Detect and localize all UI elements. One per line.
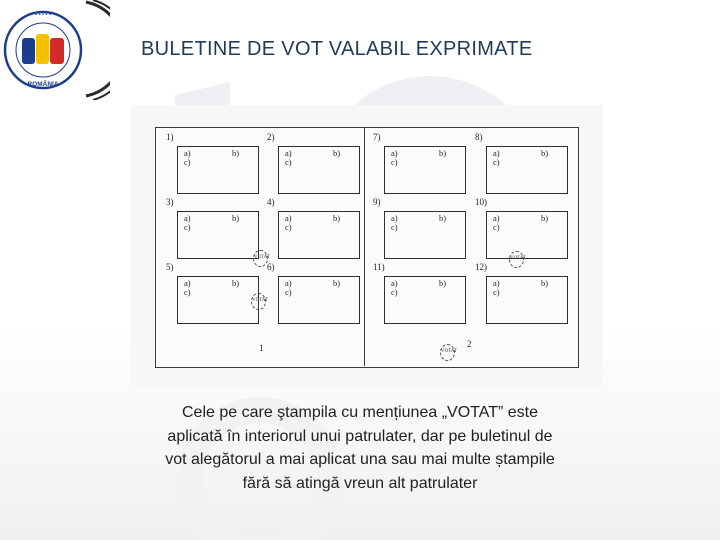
logo-country-text: ROMÂNIA [27,81,59,88]
option-b: b) [232,148,240,158]
option-c: c) [391,222,398,232]
caption-line: vot alegătorul a mai aplicat una sau mai multe ștampile [165,451,555,468]
option-c: c) [391,157,398,167]
candidate-box [384,211,466,259]
option-b: b) [541,148,549,158]
option-b: b) [439,213,447,223]
option-b: b) [439,148,447,158]
stamp-text: VOTAT [254,255,270,260]
candidate-number: 2) [267,132,275,142]
stamp-text: VOTAT [510,256,526,261]
candidate-box [177,146,259,194]
option-c: c) [184,287,191,297]
svg-text:• • • • •: • • • • • [35,12,51,18]
option-c: c) [285,287,292,297]
candidate-box [278,146,360,194]
option-a: a) [184,213,191,223]
candidate-number: 8) [475,132,483,142]
votat-stamp [440,344,455,361]
candidate-number: 9) [373,197,381,207]
option-c: c) [285,157,292,167]
candidate-box [486,146,568,194]
ballot-sheet [155,127,579,368]
candidate-number: 11) [373,262,385,272]
option-a: a) [391,278,398,288]
option-b: b) [541,213,549,223]
left-page-number: 1 [259,343,264,353]
stamp-text: VOTAT [252,298,268,303]
caption-line: Cele pe care ştampila cu mențiunea „VOTAT” este [182,404,538,421]
option-a: a) [493,148,500,158]
candidate-number: 6) [267,262,275,272]
option-c: c) [391,287,398,297]
candidate-number: 1) [166,132,174,142]
option-c: c) [493,287,500,297]
option-c: c) [493,157,500,167]
candidate-box [278,276,360,324]
caption-line: fără să atingă vreun alt patrulater [242,474,478,492]
option-a: a) [493,213,500,223]
option-c: c) [184,157,191,167]
option-a: a) [391,213,398,223]
option-a: a) [493,278,500,288]
option-a: a) [391,148,398,158]
caption [120,401,600,495]
right-page-number: 2 [467,339,472,349]
option-a: a) [285,148,292,158]
candidate-box [177,276,259,324]
option-c: c) [493,222,500,232]
caption-line: aplicată în interiorul unui patrulater, dar pe buletinul de [167,427,553,445]
candidate-box [486,211,568,259]
candidate-box [384,146,466,194]
candidate-number: 12) [475,262,487,272]
ballot-fold-line [364,128,365,366]
page-title: BULETINE DE VOT VALABIL EXPRIMATE [141,38,533,60]
option-b: b) [333,213,341,223]
candidate-box [177,211,259,259]
option-c: c) [285,222,292,232]
stamp-text: VOTAT [441,349,457,354]
option-b: b) [232,213,240,223]
option-b: b) [333,148,341,158]
option-a: a) [285,278,292,288]
option-c: c) [184,222,191,232]
option-b: b) [333,278,341,288]
option-a: a) [184,278,191,288]
candidate-number: 3) [166,197,174,207]
candidate-box [384,276,466,324]
aep-logo [0,0,110,100]
option-b: b) [232,278,240,288]
candidate-number: 5) [166,262,174,272]
option-a: a) [285,213,292,223]
candidate-number: 4) [267,197,275,207]
candidate-box [278,211,360,259]
candidate-number: 7) [373,132,381,142]
option-a: a) [184,148,191,158]
candidate-number: 10) [475,197,487,207]
option-b: b) [541,278,549,288]
candidate-box [486,276,568,324]
option-b: b) [439,278,447,288]
